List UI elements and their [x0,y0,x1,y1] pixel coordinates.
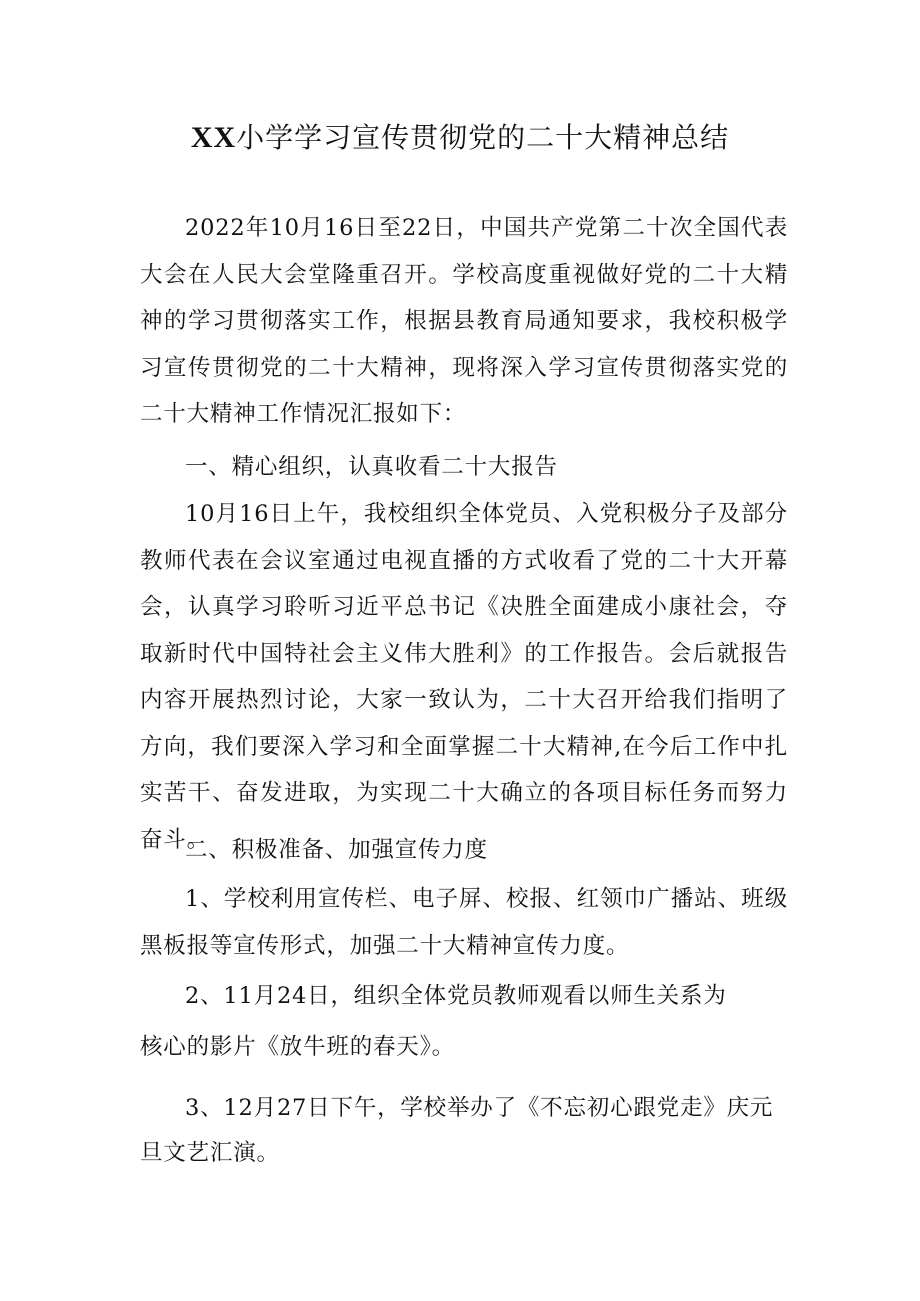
section-2-item-2-line-2: 核心的影片《放牛班的春天》。 [140,1034,455,1060]
intro-paragraph: 2022年10月16日至22日，中国共产党第二十次全国代表大会在人民大会堂隆重召开。学校高度重视做好党的二十大精神的学习贯彻落实工作，根据县教育局通知要求，我校积极学习宣传贯彻党的二十大精神，现将深入学习宣传贯彻落实党的二十大精神工作情况汇报如下： [140,215,788,427]
document-title [0,116,920,160]
title-prefix: XX [190,121,237,154]
section-1-body: 10月16日上午，我校组织全体党员、入党积极分子及部分教师代表在会议室通过电视直播的方式收看了党的二十大开幕会，认真学习聆听习近平总书记《决胜全面建成小康社会，夺取新时代中国特社会主义伟大胜利》的工作报告。会后就报告内容开展热烈讨论，大家一致认为，二十大召开给我们指明了方向，我们要深入学习和全面掌握二十大精神,在今后工作中扎实苦干、奋发进取，为实现二十大确立的各项目标任务而努力奋斗。 [140,501,788,853]
section-2-item-2-line-1: 2、11月24日，组织全体党员教师观看以师生关系为 [185,983,727,1009]
section-2-item-3-line-1: 3、12月27日下午，学校举办了《不忘初心跟党走》庆元 [185,1095,774,1121]
section-2-item-3-line-2: 旦文艺汇演。 [140,1140,280,1166]
section-2-heading: 二、积极准备、加强宣传力度 [185,837,488,863]
section-1-heading: 一、精心组织，认真收看二十大报告 [185,454,558,480]
section-2-item-1: 1、学校利用宣传栏、电子屏、校报、红领巾广播站、班级黑板报等宣传形式，加强二十大精神宣传力度。 [140,886,788,959]
title-text: 小学学习宣传贯彻党的二十大精神总结 [236,121,730,154]
